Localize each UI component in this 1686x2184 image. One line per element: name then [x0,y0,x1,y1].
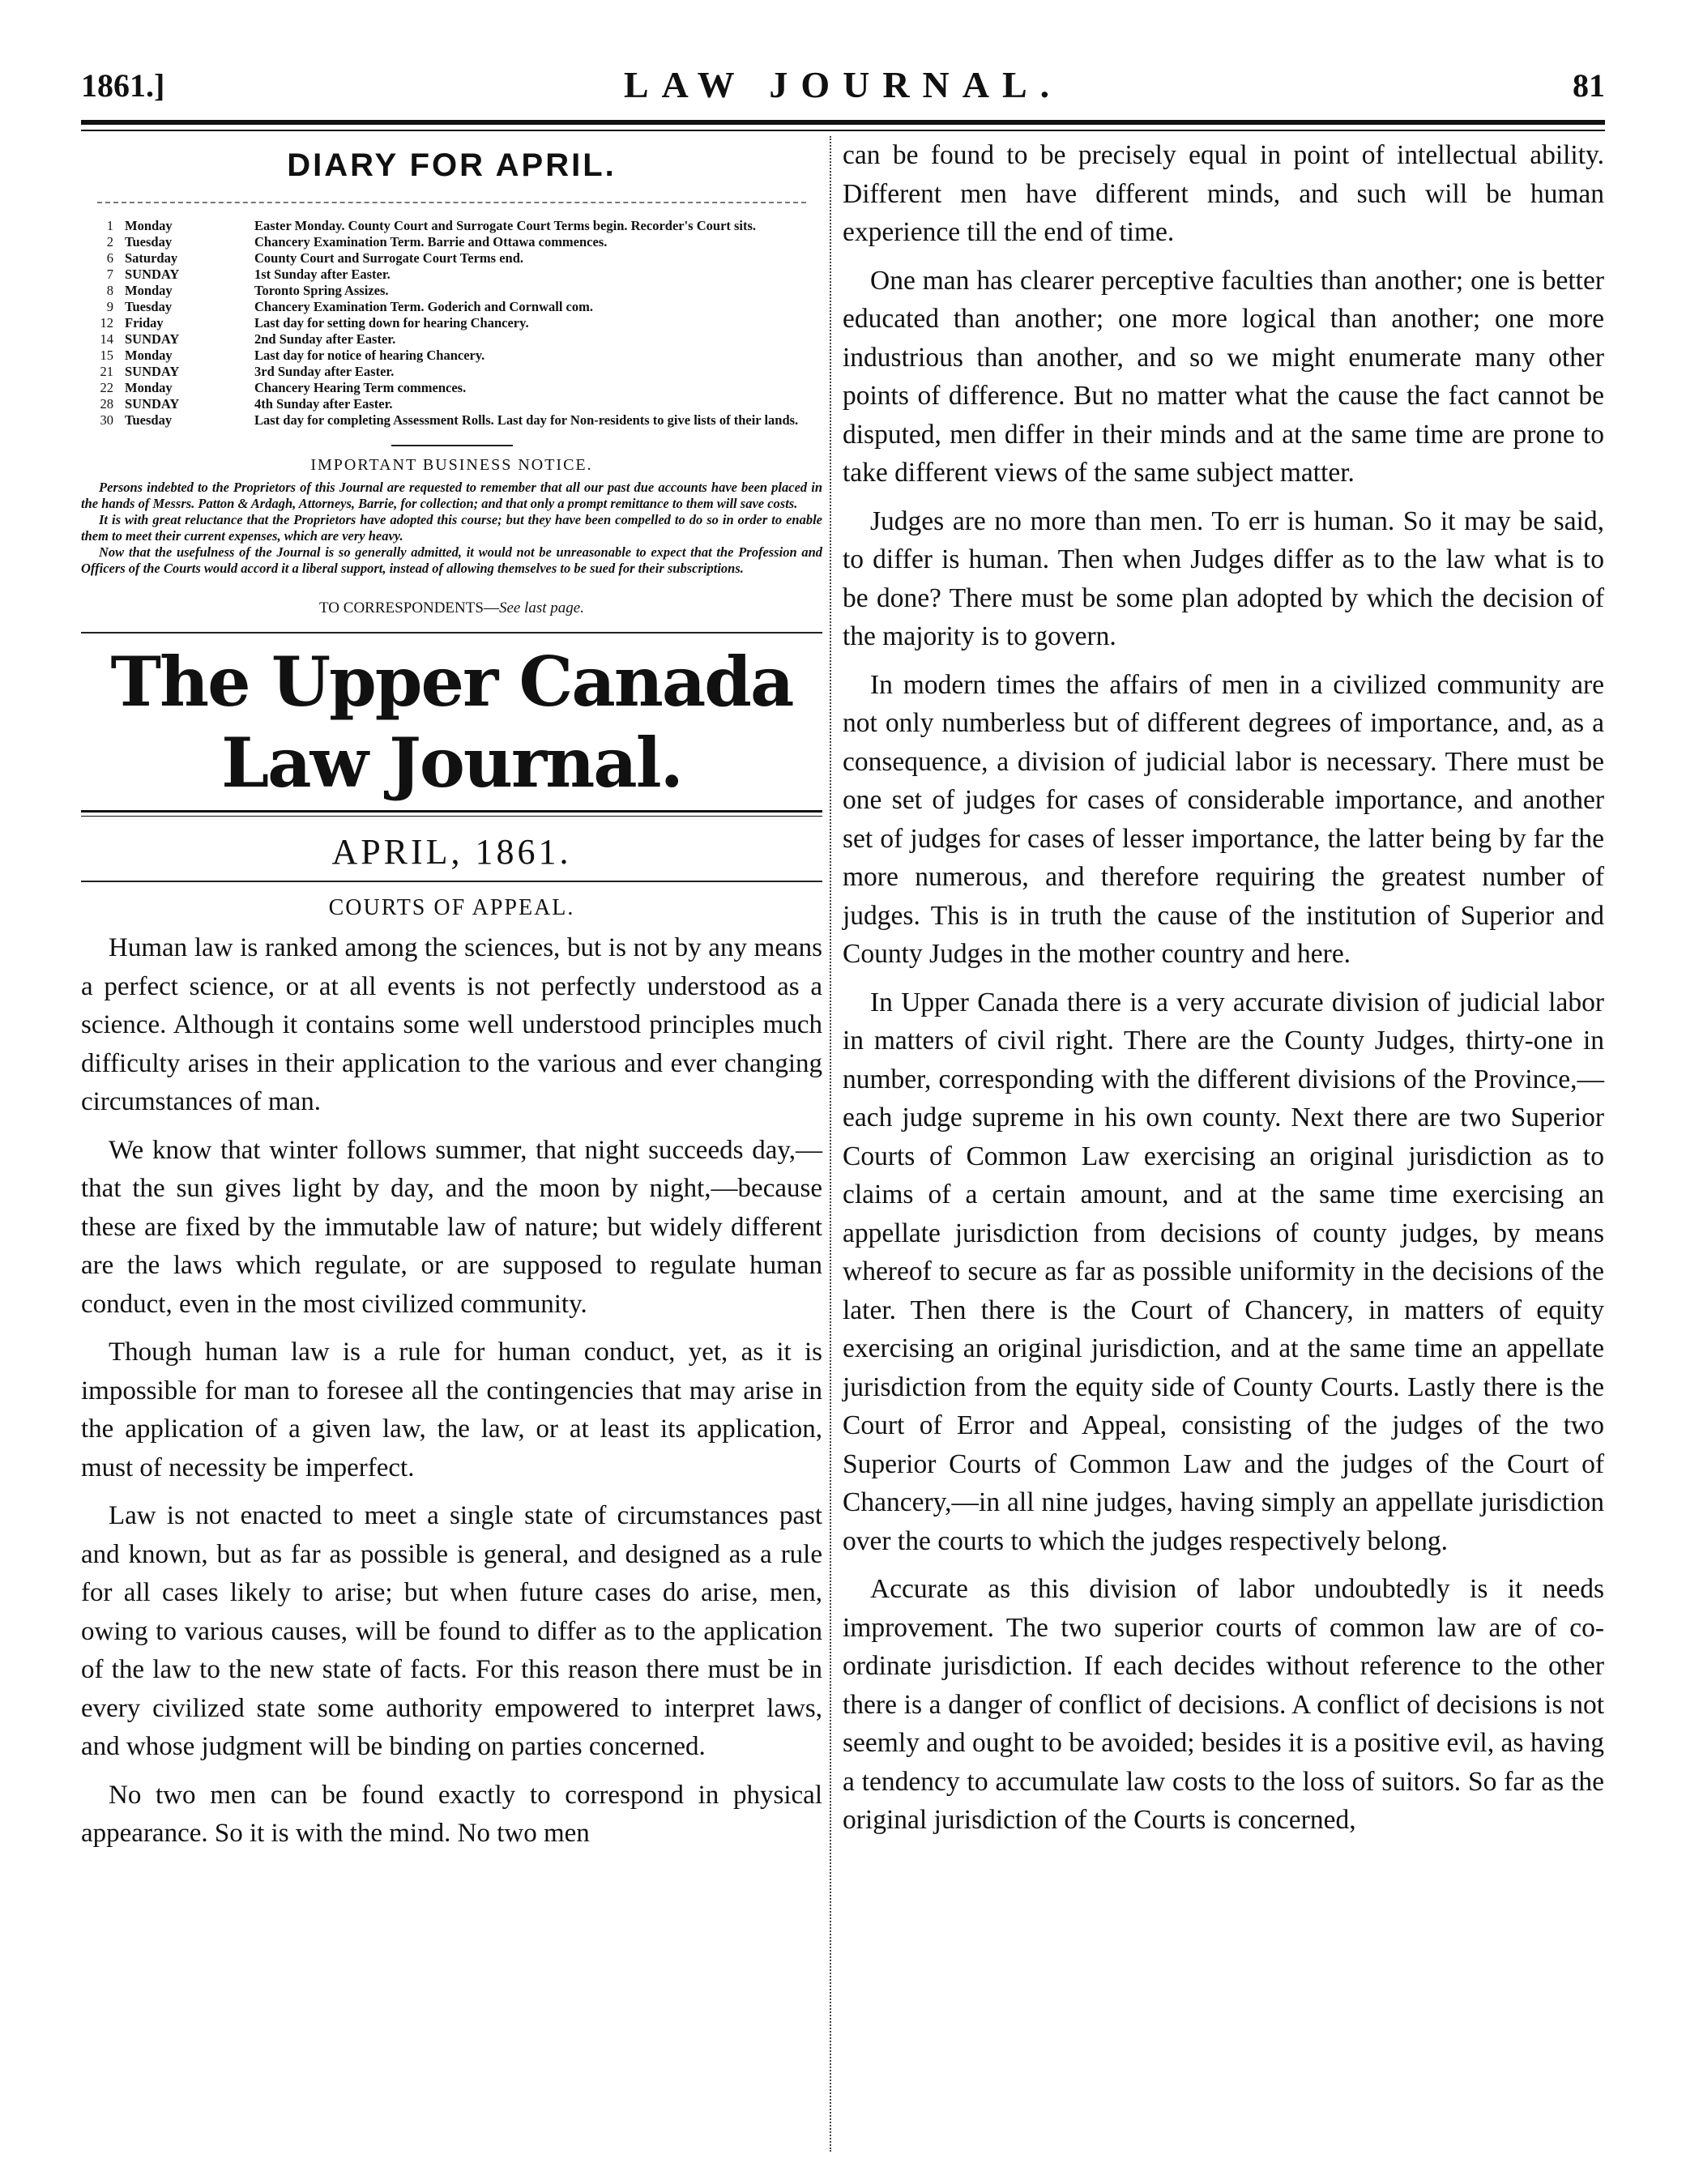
right-column [843,136,1604,2152]
issue-date-rule [81,881,822,882]
article-paragraph: In Upper Canada there is a very accurate division of judicial labor in matters of civil right. There are the County Judges, thirty-one in number, corresponding with the different divisions of the Province,—each judge supreme in his own county. Next there are two Superior Courts of Common Law exercising an original jurisdiction as to claims of a certain amount, and at the same time exercising an appellate jurisdiction from decisions of county judges, by means whereof to secure as far as possible uniformity in the decisions of the later. Then there is the Court of Chancery, in matters of equity exercising an original jurisdiction, and at the same time an appellate jurisdiction from the equity side of County Courts. Lastly there is the Court of Error and Appeal, consisting of the judges of the two Superior Courts of Common Law and the judges of the Court of Chancery,—in all nine judges, having simply an appellate jurisdiction over the courts to which the judges respectively belong. [843,987,1604,1556]
notice-rule [391,445,513,446]
correspondents-line [81,599,822,617]
diary-entry [81,331,822,348]
header-year: 1861.] [81,67,165,104]
diary-weekday: Tuesday [125,234,173,250]
diary-weekday: Monday [125,218,173,233]
diary-divider [97,202,806,203]
diary-weekday: Friday [125,315,164,331]
diary-entry [81,218,822,234]
diary-event: 4th Sunday after Easter. [254,396,393,412]
diary-weekday: Saturday [125,250,178,266]
diary-day: 22 [100,380,113,395]
diary-event: Last day for setting down for hearing Chancery. [254,315,529,331]
article-title: COURTS OF APPEAL. [328,895,575,920]
notice-paragraph: Persons indebted to the Proprietors of this Journal are requested to remember that all our past due accounts have been placed in the hands of Messrs. Patton & Ardagh, Attorneys, Barrie, for collection; and that only a prompt remittance to them will save costs. [81,480,822,511]
diary-day: 30 [100,412,113,428]
article-paragraph: In modern times the affairs of men in a civilized community are not only numberless but of different degrees of importance, and, as a consequence, a division of judicial labor is necessary. There must be one set of judges for cases of considerable importance, and another set of judges for cases of lesser importance, the latter being by far the more numerous, and therefore requiring the greatest number of judges. This is in truth the cause of the institution of Superior and County Judges in the mother country and here. [843,669,1604,969]
diary-event: Chancery Hearing Term commences. [254,380,467,395]
diary-weekday: SUNDAY [125,364,180,379]
masthead-rule-top [81,632,822,633]
diary-weekday: Tuesday [125,299,173,314]
diary-day: 15 [100,348,113,363]
running-header [81,58,1605,107]
diary-weekday: Tuesday [125,412,173,428]
diary-entry [81,283,822,299]
correspondents-label: TO CORRESPONDENTS— [319,599,499,616]
diary-entry [81,315,822,331]
article-paragraph: Accurate as this division of labor undoubtedly is it needs improvement. The two superior courts of common law are of co-ordinate jurisdiction. If each decides without reference to the other there is a danger of conflict of decisions. A conflict of decisions is not seemly and ought to be avoided; besides it is a positive evil, as having a tendency to accumulate law costs to the loss of suitors. So far as the original jurisdiction of the Courts is concerned, [843,1574,1604,1835]
masthead-rule-bottom [81,810,822,817]
diary-weekday: SUNDAY [125,331,180,347]
diary-day: 14 [100,331,113,347]
diary-entry [81,364,822,380]
diary-event: 3rd Sunday after Easter. [254,364,395,379]
diary-event: Chancery Examination Term. Barrie and Ottawa commences. [254,234,608,250]
diary-event: Chancery Examination Term. Goderich and Cornwall com. [254,299,594,314]
diary-entry [81,412,822,429]
diary-entry [81,299,822,315]
article-paragraph: Human law is ranked among the sciences, but is not by any means a perfect science, or at all events is not perfectly understood as a science. Although it contains some well understood principles much difficulty arises in their application to the various and ever changing circumstances of man. [81,933,822,1116]
article-paragraph-continued: can be found to be precisely equal in point of intellectual ability. Different men have different minds, and such will be human experience till the end of time. [843,140,1604,247]
diary-weekday: SUNDAY [125,396,180,412]
diary-day: 7 [106,267,113,282]
diary-event: Toronto Spring Assizes. [254,283,389,298]
header-journal-title: LAW JOURNAL. [623,64,1063,105]
diary-event: Last day for notice of hearing Chancery. [254,348,485,363]
notice-title: IMPORTANT BUSINESS NOTICE. [310,456,593,474]
header-rule-thick [81,120,1605,125]
diary-entry [81,380,822,396]
article-body-right [843,136,1604,1840]
diary-event: 2nd Sunday after Easter. [254,331,396,347]
diary-entry [81,250,822,267]
diary-day: 6 [106,250,113,266]
diary-weekday: Monday [125,380,173,395]
article-paragraph: No two men can be found exactly to correspond in physical appearance. So it is with the mind. No two men [81,1780,822,1848]
correspondents-note: See last page. [498,599,584,616]
diary-list [81,218,822,429]
diary-event: Easter Monday. County Court and Surrogate Court Terms begin. Recorder's Court sits. [254,218,757,233]
column-divider [830,136,831,2152]
left-column [81,136,822,2152]
diary-weekday: SUNDAY [125,267,180,282]
article-paragraph: Though human law is a rule for human conduct, yet, as it is impossible for man to foresee all the contingencies that may arise in the application of a given law, the law, or at least its application, must of necessity be imperfect. [81,1337,822,1482]
diary-event: 1st Sunday after Easter. [254,267,391,282]
diary-weekday: Monday [125,348,173,363]
article-body-left [81,929,822,1853]
notice-paragraph: Now that the usefulness of the Journal is so generally admitted, it would not be unreasonable to expect that the Profession and Officers of the Courts would accord it a liberal support, instead of allowing themselves to be sued for their subscriptions. [81,544,822,576]
issue-date: APRIL, 1861. [331,832,572,872]
diary-weekday: Monday [125,283,173,298]
diary-day: 12 [100,315,113,331]
diary-entry [81,396,822,412]
header-rule-thin [81,130,1605,131]
diary-entry [81,348,822,364]
diary-day: 21 [100,364,113,379]
masthead: The Upper Canada Law Journal. [110,642,793,803]
diary-day: 1 [106,218,113,233]
notice-paragraph: It is with great reluctance that the Proprietors have adopted this course; but they have been compelled to do so in order to enable them to meet their current expenses, which are very heavy. [81,512,822,544]
diary-event: Last day for completing Assessment Rolls. Last day for Non-residents to give lists of their lands. [254,412,799,428]
page-number: 81 [1573,67,1605,104]
diary-day: 28 [100,396,113,412]
diary-title: DIARY FOR APRIL. [287,147,617,183]
diary-day: 2 [106,234,113,250]
article-paragraph: Law is not enacted to meet a single state of circumstances past and known, but as far as possible is general, and designed as a rule for all cases likely to arise; but when future cases do arise, men, owing to various causes, will be found to differ as to the application of the law to the new state of facts. For this reason there must be in every civilized state some authority empowered to interpret laws, and whose judgment will be binding on parties concerned. [81,1501,822,1761]
article-paragraph: We know that winter follows summer, that night succeeds day,—that the sun gives light by day, and the moon by night,—because these are fixed by the immutable law of nature; but widely different are the laws which regulate, or are supposed to regulate human conduct, even in the most civilized community. [81,1135,822,1319]
article-paragraph: One man has clearer perceptive faculties than another; one is better educated than another; one more logical than another; one more industrious than another, and so we might enumerate many other points of difference. But no matter what the cause the fact cannot be disputed, men differ in their minds and at the same time are prone to take different views of the same subject matter. [843,265,1604,488]
diary-day: 8 [106,283,113,298]
diary-event: County Court and Surrogate Court Terms end. [254,250,524,266]
diary-entry [81,267,822,283]
diary-entry [81,234,822,250]
diary-day: 9 [106,299,113,314]
article-paragraph: Judges are no more than men. To err is human. So it may be said, to differ is human. Then when Judges differ as to the law what is to be done? There must be some plan adopted by which the decision of the majority is to govern. [843,505,1604,651]
